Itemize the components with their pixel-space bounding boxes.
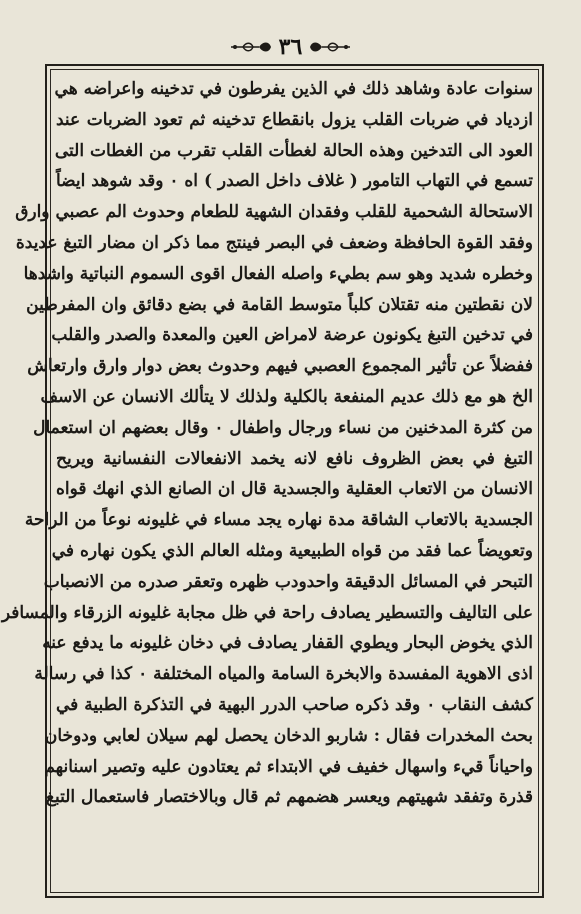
left-flourish-icon	[229, 38, 273, 56]
page-header	[0, 30, 581, 64]
body-text	[1, 74, 533, 890]
text-line: التبحر في المسائل الدقيقة واحدودب ظهره وتعقر صدره من الانصباب	[43, 571, 533, 592]
text-line: التبغ في بعض الظروف نافع لانه يخمد الانفعالات النفسانية ويريح	[56, 448, 533, 469]
text-line: الذي يخوض البحار ويطوي القفار يصادف في دخان غليونه ما يدفع عنه	[42, 633, 533, 654]
text-line: الانسان من الاتعاب العقلية والجسدية قال ان الصانع الذي انهك قواه	[56, 479, 533, 500]
text-line: ازدياد في ضربات القلب يزول بانقطاع تدخينه ثم تعود الضربات عند	[56, 109, 533, 130]
text-line: الخ هو مع ذلك عديم المنفعة بالكلية ولذلك لا يتألك الانسان عن الاسف	[40, 386, 533, 407]
text-line: تسمع في التهاب التامور ( غلاف داخل الصدر ) اه ٠ وقد شوهد ايضاً	[56, 171, 533, 192]
text-line: الجسدية بالاتعاب الشاقة مدة نهاره يجد مساء في غليونه نوعاً من الراحة	[24, 510, 533, 531]
text-line: واحياناً قيء واسهال خفيف في الابتداء ثم يعتادون عليه وتصير اسنانهم	[44, 756, 533, 777]
text-line: وفقد القوة الحافظة وضعف في البصر فينتج مما ذكر ان مضار التبغ عديدة	[15, 232, 533, 253]
text-line: قذرة وتفقد شهيتهم ويعسر هضمهم ثم قال وبالاختصار فاستعمال التبغ	[45, 787, 533, 808]
page-number-ornament	[229, 36, 353, 58]
text-line: من كثرة المدخنين من نساء ورجال واطفال ٠ وقال بعضهم ان استعمال	[33, 417, 533, 438]
right-flourish-icon	[308, 38, 352, 56]
text-line: على التاليف والتسطير يصادف راحة في ظل مجابة غليونه الزرقاء والمسافر	[1, 602, 533, 623]
text-line: وتعويضاً عما فقد من قواه الطبيعية ومثله العالم الذي يكون نهاره في	[51, 540, 533, 561]
text-line: لان نقطتين منه تقتلان كلباً متوسط القامة في بضع دقائق وان المفرطين	[26, 294, 533, 315]
text-line: اذى الاهوية المفسدة والابخرة السامة والمياه المختلفة ٠ كذا في رسالة	[34, 664, 533, 685]
text-line: سنوات عادة وشاهد ذلك في الذين يفرطون في تدخينه واعراضه هي	[54, 79, 533, 99]
text-line: بحث المخدرات فقال : شاربو الدخان يحصل لهم سيلان لعابي ودوخان	[44, 725, 533, 746]
text-line: في تدخين التبغ يكونون عرضة لامراض العين والمعدة والصدر والقلب	[51, 325, 533, 346]
text-line: كشف النقاب ٠ وقد ذكره صاحب الدرر البهية في التذكرة الطبية في	[56, 694, 533, 715]
text-line: ففضلاً عن تأثير المجموع العصبي فيهم وحدوث بعض دوار وارق وارتعاش	[27, 356, 533, 377]
page-number: ٣٦	[278, 34, 303, 60]
text-line: الاستحالة الشحمية للقلب وفقدان الشهية للطعام وحدوث الم عصبي وارق	[15, 202, 533, 223]
text-line: العود الى التدخين وهذه الحالة لغطأت القلب تقرب من الغطات التى	[54, 140, 533, 161]
text-line: وخطره شديد وهو سم بطيء واصله الفعال اقوى السموم النباتية واشدها	[23, 263, 533, 284]
